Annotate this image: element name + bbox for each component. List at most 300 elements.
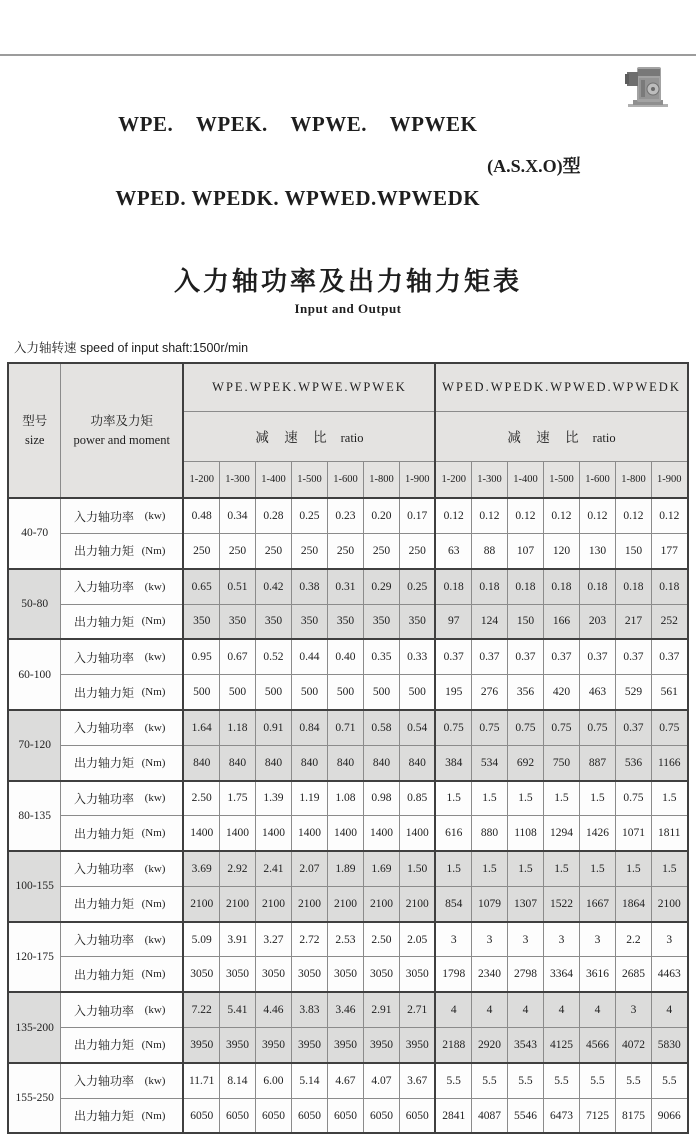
ratio-col-header: 1-400 xyxy=(507,461,543,498)
value-cell: 63 xyxy=(435,533,471,568)
value-cell: 0.37 xyxy=(615,639,651,674)
row-label-moment-unit: (Nm) xyxy=(141,615,166,628)
value-cell: 1071 xyxy=(615,816,651,851)
value-cell: 250 xyxy=(399,533,435,568)
value-cell: 4087 xyxy=(471,1098,507,1133)
value-cell: 561 xyxy=(651,675,687,710)
value-cell: 0.71 xyxy=(327,710,363,745)
value-cell: 97 xyxy=(435,604,471,639)
value-cell: 3 xyxy=(507,922,543,957)
value-cell: 1522 xyxy=(543,886,579,921)
col-header-size xyxy=(8,363,60,498)
value-cell: 350 xyxy=(219,604,255,639)
size-cell: 135-200 xyxy=(8,992,60,1063)
value-cell: 1108 xyxy=(507,816,543,851)
value-cell: 880 xyxy=(471,816,507,851)
value-cell: 350 xyxy=(363,604,399,639)
value-cell: 350 xyxy=(255,604,291,639)
value-cell: 2.2 xyxy=(615,922,651,957)
value-cell: 2.71 xyxy=(399,992,435,1027)
table-row xyxy=(8,639,687,674)
value-cell: 0.18 xyxy=(615,569,651,604)
value-cell: 692 xyxy=(507,745,543,780)
row-label-power-cn: 入力轴功率 xyxy=(73,862,134,877)
row-label-power-unit: (kw) xyxy=(144,510,166,523)
value-cell: 0.12 xyxy=(507,498,543,533)
value-cell: 3950 xyxy=(255,1028,291,1063)
value-cell: 1.50 xyxy=(399,851,435,886)
page-title-chinese: 入力轴功率及出力轴力矩表 xyxy=(173,267,522,297)
size-cell: 40-70 xyxy=(8,498,60,569)
row-label-moment-cn: 出力轴力矩 xyxy=(73,685,134,700)
value-cell: 0.75 xyxy=(435,710,471,745)
value-cell: 0.18 xyxy=(507,569,543,604)
value-cell: 3050 xyxy=(219,957,255,992)
value-cell: 6050 xyxy=(183,1098,219,1133)
value-cell: 3050 xyxy=(327,957,363,992)
value-cell: 0.18 xyxy=(543,569,579,604)
value-cell: 0.75 xyxy=(507,710,543,745)
value-cell: 250 xyxy=(327,533,363,568)
value-cell: 1.5 xyxy=(471,851,507,886)
value-cell: 1.5 xyxy=(507,851,543,886)
table-row xyxy=(8,710,687,745)
value-cell: 3950 xyxy=(363,1028,399,1063)
row-label-moment-unit: (Nm) xyxy=(141,968,166,981)
value-cell: 1.18 xyxy=(219,710,255,745)
row-label-moment-unit: (Nm) xyxy=(141,756,166,769)
value-cell: 0.29 xyxy=(363,569,399,604)
value-cell: 3950 xyxy=(399,1028,435,1063)
value-cell: 6050 xyxy=(399,1098,435,1133)
ratio-col-header: 1-600 xyxy=(579,461,615,498)
value-cell: 4.07 xyxy=(363,1063,399,1098)
row-label-power xyxy=(60,781,183,816)
row-label-power xyxy=(60,498,183,533)
value-cell: 0.75 xyxy=(471,710,507,745)
row-label-moment-unit: (Nm) xyxy=(141,1038,166,1051)
value-cell: 0.25 xyxy=(399,569,435,604)
value-cell: 1.5 xyxy=(435,781,471,816)
value-cell: 2.05 xyxy=(399,922,435,957)
row-label-power-unit: (kw) xyxy=(144,933,166,946)
value-cell: 3950 xyxy=(291,1028,327,1063)
model-names xyxy=(115,62,480,260)
value-cell: 250 xyxy=(291,533,327,568)
ratio-header-en: ratio xyxy=(592,430,616,445)
value-cell: 0.12 xyxy=(579,498,615,533)
row-label-moment xyxy=(60,533,183,568)
value-cell: 420 xyxy=(543,675,579,710)
value-cell: 1.5 xyxy=(651,851,687,886)
value-cell: 2100 xyxy=(255,886,291,921)
row-label-power-unit: (kw) xyxy=(144,651,166,664)
value-cell: 150 xyxy=(615,533,651,568)
value-cell: 840 xyxy=(183,745,219,780)
value-cell: 3 xyxy=(651,922,687,957)
ratio-col-header: 1-800 xyxy=(615,461,651,498)
value-cell: 3.69 xyxy=(183,851,219,886)
row-label-power-cn: 入力轴功率 xyxy=(73,1003,134,1018)
table-row xyxy=(8,533,687,568)
value-cell: 252 xyxy=(651,604,687,639)
row-label-power-cn: 入力轴功率 xyxy=(73,1074,134,1089)
row-label-power-cn: 入力轴功率 xyxy=(73,580,134,595)
value-cell: 0.37 xyxy=(507,639,543,674)
value-cell: 3050 xyxy=(399,957,435,992)
ratio-col-header: 1-900 xyxy=(651,461,687,498)
row-label-moment-cn: 出力轴力矩 xyxy=(73,1109,134,1124)
value-cell: 1.5 xyxy=(579,781,615,816)
ratio-header-cn: 减 速 比 xyxy=(507,429,585,445)
col-header-size-cn: 型号 xyxy=(22,413,48,428)
value-cell: 2.50 xyxy=(183,781,219,816)
value-cell: 463 xyxy=(579,675,615,710)
value-cell: 2920 xyxy=(471,1028,507,1063)
value-cell: 0.75 xyxy=(651,710,687,745)
value-cell: 9066 xyxy=(651,1098,687,1133)
row-label-power xyxy=(60,1063,183,1098)
row-label-power-unit: (kw) xyxy=(144,1074,166,1087)
value-cell: 500 xyxy=(363,675,399,710)
value-cell: 5.5 xyxy=(507,1063,543,1098)
row-label-moment xyxy=(60,816,183,851)
value-cell: 840 xyxy=(219,745,255,780)
row-label-moment-cn: 出力轴力矩 xyxy=(73,967,134,982)
row-label-power xyxy=(60,639,183,674)
value-cell: 616 xyxy=(435,816,471,851)
value-cell: 3616 xyxy=(579,957,615,992)
ratio-col-header: 1-300 xyxy=(471,461,507,498)
value-cell: 1864 xyxy=(615,886,651,921)
value-cell: 250 xyxy=(255,533,291,568)
value-cell: 0.75 xyxy=(615,781,651,816)
value-cell: 1.89 xyxy=(327,851,363,886)
row-label-moment-unit: (Nm) xyxy=(141,827,166,840)
row-label-moment xyxy=(60,1028,183,1063)
row-label-moment xyxy=(60,1098,183,1133)
value-cell: 1.39 xyxy=(255,781,291,816)
model-line-1: WPE. WPEK. WPWE. WPWEK xyxy=(118,111,478,136)
value-cell: 1166 xyxy=(651,745,687,780)
value-cell: 0.65 xyxy=(183,569,219,604)
value-cell: 5.5 xyxy=(615,1063,651,1098)
value-cell: 4 xyxy=(543,992,579,1027)
value-cell: 350 xyxy=(399,604,435,639)
value-cell: 534 xyxy=(471,745,507,780)
gearbox-photo-graphic xyxy=(624,60,670,110)
value-cell: 4 xyxy=(471,992,507,1027)
value-cell: 500 xyxy=(183,675,219,710)
value-cell: 203 xyxy=(579,604,615,639)
value-cell: 6.00 xyxy=(255,1063,291,1098)
row-label-moment-cn: 出力轴力矩 xyxy=(73,614,134,629)
value-cell: 217 xyxy=(615,604,651,639)
size-cell: 80-135 xyxy=(8,781,60,852)
top-divider-rule xyxy=(0,54,696,56)
size-cell: 70-120 xyxy=(8,710,60,781)
value-cell: 6050 xyxy=(327,1098,363,1133)
row-label-power-cn: 入力轴功率 xyxy=(73,933,134,948)
row-label-power-unit: (kw) xyxy=(144,580,166,593)
col-header-pm-en: power and moment xyxy=(73,432,170,447)
value-cell: 0.12 xyxy=(471,498,507,533)
value-cell: 0.37 xyxy=(435,639,471,674)
value-cell: 0.25 xyxy=(291,498,327,533)
value-cell: 1400 xyxy=(255,816,291,851)
value-cell: 1.5 xyxy=(543,781,579,816)
row-label-moment-unit: (Nm) xyxy=(141,1109,166,1122)
value-cell: 0.18 xyxy=(471,569,507,604)
ratio-col-header: 1-200 xyxy=(183,461,219,498)
value-cell: 1.5 xyxy=(615,851,651,886)
value-cell: 0.12 xyxy=(435,498,471,533)
value-cell: 840 xyxy=(255,745,291,780)
value-cell: 3950 xyxy=(327,1028,363,1063)
value-cell: 3.46 xyxy=(327,992,363,1027)
spec-table xyxy=(7,362,688,1134)
row-label-power-cn: 入力轴功率 xyxy=(73,650,134,665)
value-cell: 3543 xyxy=(507,1028,543,1063)
row-label-power-unit: (kw) xyxy=(144,1004,166,1017)
value-cell: 2340 xyxy=(471,957,507,992)
value-cell: 500 xyxy=(219,675,255,710)
table-row xyxy=(8,816,687,851)
value-cell: 250 xyxy=(363,533,399,568)
value-cell: 0.84 xyxy=(291,710,327,745)
value-cell: 5.5 xyxy=(471,1063,507,1098)
value-cell: 4 xyxy=(579,992,615,1027)
ratio-col-header: 1-600 xyxy=(327,461,363,498)
value-cell: 1.08 xyxy=(327,781,363,816)
ratio-col-header: 1-200 xyxy=(435,461,471,498)
value-cell: 1400 xyxy=(219,816,255,851)
table-row xyxy=(8,1098,687,1133)
table-row xyxy=(8,498,687,533)
value-cell: 500 xyxy=(255,675,291,710)
value-cell: 5546 xyxy=(507,1098,543,1133)
value-cell: 2188 xyxy=(435,1028,471,1063)
value-cell: 3 xyxy=(471,922,507,957)
value-cell: 0.18 xyxy=(651,569,687,604)
value-cell: 4072 xyxy=(615,1028,651,1063)
value-cell: 840 xyxy=(327,745,363,780)
value-cell: 0.12 xyxy=(543,498,579,533)
value-cell: 0.37 xyxy=(471,639,507,674)
value-cell: 350 xyxy=(291,604,327,639)
value-cell: 2.41 xyxy=(255,851,291,886)
value-cell: 0.23 xyxy=(327,498,363,533)
value-cell: 2.07 xyxy=(291,851,327,886)
value-cell: 7.22 xyxy=(183,992,219,1027)
row-label-moment-unit: (Nm) xyxy=(141,897,166,910)
col-header-size-en: size xyxy=(24,432,45,447)
col-header-pm-cn: 功率及力矩 xyxy=(90,413,153,428)
value-cell: 0.37 xyxy=(651,639,687,674)
value-cell: 2.92 xyxy=(219,851,255,886)
value-cell: 2798 xyxy=(507,957,543,992)
value-cell: 7125 xyxy=(579,1098,615,1133)
table-row xyxy=(8,992,687,1027)
value-cell: 1400 xyxy=(183,816,219,851)
model-line-2: WPED. WPEDK. WPWED.WPWEDK xyxy=(115,185,481,210)
value-cell: 500 xyxy=(327,675,363,710)
ratio-header-en: ratio xyxy=(340,430,364,445)
value-cell: 1.5 xyxy=(435,851,471,886)
value-cell: 2.72 xyxy=(291,922,327,957)
row-label-moment-cn: 出力轴力矩 xyxy=(73,897,134,912)
value-cell: 4566 xyxy=(579,1028,615,1063)
value-cell: 0.51 xyxy=(219,569,255,604)
row-label-moment xyxy=(60,675,183,710)
value-cell: 5830 xyxy=(651,1028,687,1063)
value-cell: 5.09 xyxy=(183,922,219,957)
value-cell: 5.5 xyxy=(543,1063,579,1098)
value-cell: 3 xyxy=(579,922,615,957)
value-cell: 0.35 xyxy=(363,639,399,674)
value-cell: 3050 xyxy=(255,957,291,992)
value-cell: 1811 xyxy=(651,816,687,851)
row-label-power xyxy=(60,710,183,745)
ratio-header-right xyxy=(435,411,687,461)
value-cell: 0.52 xyxy=(255,639,291,674)
value-cell: 0.18 xyxy=(579,569,615,604)
row-label-power xyxy=(60,922,183,957)
value-cell: 1.75 xyxy=(219,781,255,816)
value-cell: 6473 xyxy=(543,1098,579,1133)
table-row xyxy=(8,745,687,780)
value-cell: 3050 xyxy=(363,957,399,992)
size-cell: 120-175 xyxy=(8,922,60,993)
row-label-moment-unit: (Nm) xyxy=(141,686,166,698)
value-cell: 0.95 xyxy=(183,639,219,674)
row-label-moment-cn: 出力轴力矩 xyxy=(73,756,134,771)
value-cell: 1400 xyxy=(363,816,399,851)
value-cell: 350 xyxy=(327,604,363,639)
value-cell: 0.54 xyxy=(399,710,435,745)
value-cell: 8175 xyxy=(615,1098,651,1133)
value-cell: 0.17 xyxy=(399,498,435,533)
table-row xyxy=(8,569,687,604)
size-cell: 155-250 xyxy=(8,1063,60,1134)
value-cell: 4463 xyxy=(651,957,687,992)
value-cell: 0.37 xyxy=(579,639,615,674)
value-cell: 1.5 xyxy=(471,781,507,816)
ratio-col-header: 1-900 xyxy=(399,461,435,498)
value-cell: 1294 xyxy=(543,816,579,851)
group-header-wped: WPED.WPEDK.WPWED.WPWEDK xyxy=(435,363,687,411)
value-cell: 2.50 xyxy=(363,922,399,957)
value-cell: 2100 xyxy=(219,886,255,921)
row-label-power xyxy=(60,851,183,886)
value-cell: 0.40 xyxy=(327,639,363,674)
value-cell: 88 xyxy=(471,533,507,568)
value-cell: 120 xyxy=(543,533,579,568)
table-row xyxy=(8,675,687,710)
value-cell: 356 xyxy=(507,675,543,710)
value-cell: 124 xyxy=(471,604,507,639)
value-cell: 0.42 xyxy=(255,569,291,604)
value-cell: 529 xyxy=(615,675,651,710)
group-header-wpe: WPE.WPEK.WPWE.WPWEK xyxy=(183,363,435,411)
value-cell: 1426 xyxy=(579,816,615,851)
value-cell: 1.19 xyxy=(291,781,327,816)
type-designation: (A.S.X.O)型 xyxy=(487,156,581,177)
value-cell: 0.85 xyxy=(399,781,435,816)
value-cell: 3364 xyxy=(543,957,579,992)
row-label-power-unit: (kw) xyxy=(144,862,166,875)
value-cell: 1.5 xyxy=(507,781,543,816)
value-cell: 2.53 xyxy=(327,922,363,957)
value-cell: 840 xyxy=(399,745,435,780)
value-cell: 3.83 xyxy=(291,992,327,1027)
value-cell: 166 xyxy=(543,604,579,639)
input-shaft-speed-note: 入力轴转速 speed of input shaft:1500r/min xyxy=(14,341,249,356)
value-cell: 3.67 xyxy=(399,1063,435,1098)
value-cell: 0.34 xyxy=(219,498,255,533)
value-cell: 4 xyxy=(435,992,471,1027)
ratio-col-header: 1-500 xyxy=(291,461,327,498)
row-label-power-unit: (kw) xyxy=(144,721,166,734)
value-cell: 0.18 xyxy=(435,569,471,604)
row-label-power-unit: (kw) xyxy=(144,792,166,805)
value-cell: 536 xyxy=(615,745,651,780)
value-cell: 2685 xyxy=(615,957,651,992)
value-cell: 350 xyxy=(183,604,219,639)
ratio-header-left xyxy=(183,411,435,461)
value-cell: 2.91 xyxy=(363,992,399,1027)
value-cell: 887 xyxy=(579,745,615,780)
value-cell: 3950 xyxy=(183,1028,219,1063)
value-cell: 1.5 xyxy=(543,851,579,886)
value-cell: 6050 xyxy=(363,1098,399,1133)
value-cell: 250 xyxy=(183,533,219,568)
value-cell: 0.67 xyxy=(219,639,255,674)
value-cell: 3050 xyxy=(291,957,327,992)
value-cell: 107 xyxy=(507,533,543,568)
row-label-power-cn: 入力轴功率 xyxy=(73,791,134,806)
value-cell: 3950 xyxy=(219,1028,255,1063)
value-cell: 840 xyxy=(363,745,399,780)
value-cell: 0.75 xyxy=(579,710,615,745)
value-cell: 0.58 xyxy=(363,710,399,745)
value-cell: 840 xyxy=(291,745,327,780)
page-title-english: Input and Output xyxy=(294,301,402,317)
value-cell: 1079 xyxy=(471,886,507,921)
col-header-power-moment xyxy=(60,363,183,498)
row-label-power-cn: 入力轴功率 xyxy=(73,721,134,736)
ratio-col-header: 1-300 xyxy=(219,461,255,498)
value-cell: 150 xyxy=(507,604,543,639)
title-block xyxy=(0,62,696,260)
value-cell: 5.41 xyxy=(219,992,255,1027)
ratio-col-header: 1-500 xyxy=(543,461,579,498)
value-cell: 8.14 xyxy=(219,1063,255,1098)
value-cell: 0.28 xyxy=(255,498,291,533)
value-cell: 3 xyxy=(435,922,471,957)
row-label-moment-cn: 出力轴力矩 xyxy=(73,826,134,841)
gearbox-photo xyxy=(624,60,670,115)
value-cell: 177 xyxy=(651,533,687,568)
value-cell: 0.91 xyxy=(255,710,291,745)
value-cell: 0.12 xyxy=(615,498,651,533)
value-cell: 5.5 xyxy=(435,1063,471,1098)
value-cell: 3 xyxy=(543,922,579,957)
value-cell: 11.71 xyxy=(183,1063,219,1098)
value-cell: 2100 xyxy=(399,886,435,921)
value-cell: 5.5 xyxy=(651,1063,687,1098)
value-cell: 1307 xyxy=(507,886,543,921)
